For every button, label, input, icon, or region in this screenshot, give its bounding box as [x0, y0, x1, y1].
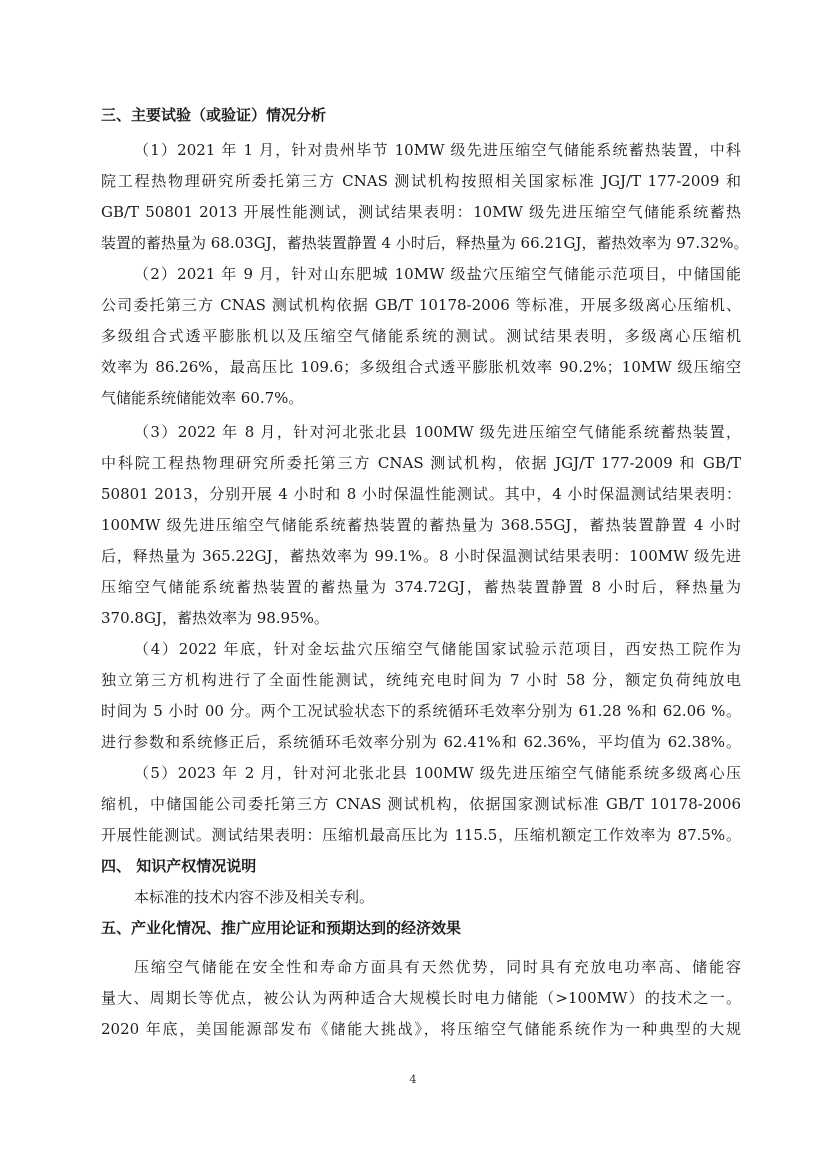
s3-p4-line4: 进行参数和系统修正后，系统循环毛效率分别为 62.41%和 62.36%，平均值为 62.38%。	[101, 733, 741, 751]
s3-p2-line1: （2）2021 年 9 月，针对山东肥城 10MW 级盐穴压缩空气储能示范项目，中储国能	[134, 265, 741, 283]
s3-p3-line7: 370.8GJ，蓄热效率为 98.95%。	[101, 609, 329, 627]
section-5-heading: 五、产业化情况、推广应用论证和预期达到的经济效果	[101, 919, 462, 937]
s3-p1-line2: 院工程热物理研究所委托第三方 CNAS 测试机构按照相关国家标准 JGJ/T 177-2009 和	[101, 172, 741, 190]
s3-p1-line1: （1）2021 年 1 月，针对贵州毕节 10MW 级先进压缩空气储能系统蓄热装置，中科	[134, 141, 741, 159]
s3-p3-line6: 压缩空气储能系统蓄热装置的蓄热量为 374.72GJ，蓄热装置静置 8 小时后，释热量为	[101, 578, 741, 596]
s3-p5-line1: （5）2023 年 2 月，针对河北张北县 100MW 级先进压缩空气储能系统多级离心压	[134, 764, 741, 782]
s3-p2-line2: 公司委托第三方 CNAS 测试机构依据 GB/T 10178-2006 等标准，开展多级离心压缩机、	[101, 296, 741, 314]
section-4-heading: 四、 知识产权情况说明	[101, 857, 257, 875]
s3-p1-line3: GB/T 50801 2013 开展性能测试，测试结果表明：10MW 级先进压缩空气储能系统蓄热	[101, 203, 741, 221]
s3-p2-line3: 多级组合式透平膨胀机以及压缩空气储能系统的测试。测试结果表明，多级离心压缩机	[101, 327, 741, 345]
section-3-heading: 三、主要试验（或验证）情况分析	[101, 106, 327, 124]
s3-p4-line3: 时间为 5 小时 00 分。两个工况试验状态下的系统循环毛效率分别为 61.28 %和 62.06 %。	[101, 702, 741, 720]
s3-p3-line1: （3）2022 年 8 月，针对河北张北县 100MW 级先进压缩空气储能系统蓄热装置，	[134, 423, 741, 441]
s3-p4-line2: 独立第三方机构进行了全面性能测试，统纯充电时间为 7 小时 58 分，额定负荷纯放电	[101, 671, 741, 689]
s3-p3-line2: 中科院工程热物理研究所委托第三方 CNAS 测试机构，依据 JGJ/T 177-2009 和 GB/T	[101, 454, 741, 472]
s3-p3-line3: 50801 2013，分别开展 4 小时和 8 小时保温性能测试。其中，4 小时保温测试结果表明：	[101, 485, 741, 503]
s3-p5-line3: 开展性能测试。测试结果表明：压缩机最高压比为 115.5，压缩机额定工作效率为 87.5%。	[101, 826, 741, 844]
s5-p1-line2: 量大、周期长等优点，被公认为两种适合大规模长时电力储能（>100MW）的技术之一。	[101, 989, 741, 1007]
s3-p2-line4: 效率为 86.26%，最高压比 109.6；多级组合式透平膨胀机效率 90.2%；10MW 级压缩空	[101, 358, 741, 376]
s3-p1-line4: 装置的蓄热量为 68.03GJ，蓄热装置静置 4 小时后，释热量为 66.21GJ，蓄热效率为 97.32%。	[101, 234, 749, 252]
page-number: 4	[409, 1073, 417, 1086]
s3-p4-line1: （4）2022 年底，针对金坛盐穴压缩空气储能国家试验示范项目，西安热工院作为	[134, 640, 741, 658]
s3-p5-line2: 缩机，中储国能公司委托第三方 CNAS 测试机构，依据国家测试标准 GB/T 10178-2006	[101, 795, 741, 813]
s3-p3-line5: 后，释热量为 365.22GJ，蓄热效率为 99.1%。8 小时保温测试结果表明：100MW 级先进	[101, 547, 741, 565]
s4-p1: 本标准的技术内容不涉及相关专利。	[134, 888, 375, 906]
s3-p2-line5: 气储能系统储能效率 60.7%。	[101, 389, 304, 407]
s5-p1-line1: 压缩空气储能在安全性和寿命方面具有天然优势，同时具有充放电功率高、储能容	[134, 958, 741, 976]
s3-p3-line4: 100MW 级先进压缩空气储能系统蓄热装置的蓄热量为 368.55GJ，蓄热装置静置 4 小时	[101, 516, 741, 534]
s5-p1-line3: 2020 年底，美国能源部发布《储能大挑战》，将压缩空气储能系统作为一种典型的大规	[101, 1020, 741, 1038]
